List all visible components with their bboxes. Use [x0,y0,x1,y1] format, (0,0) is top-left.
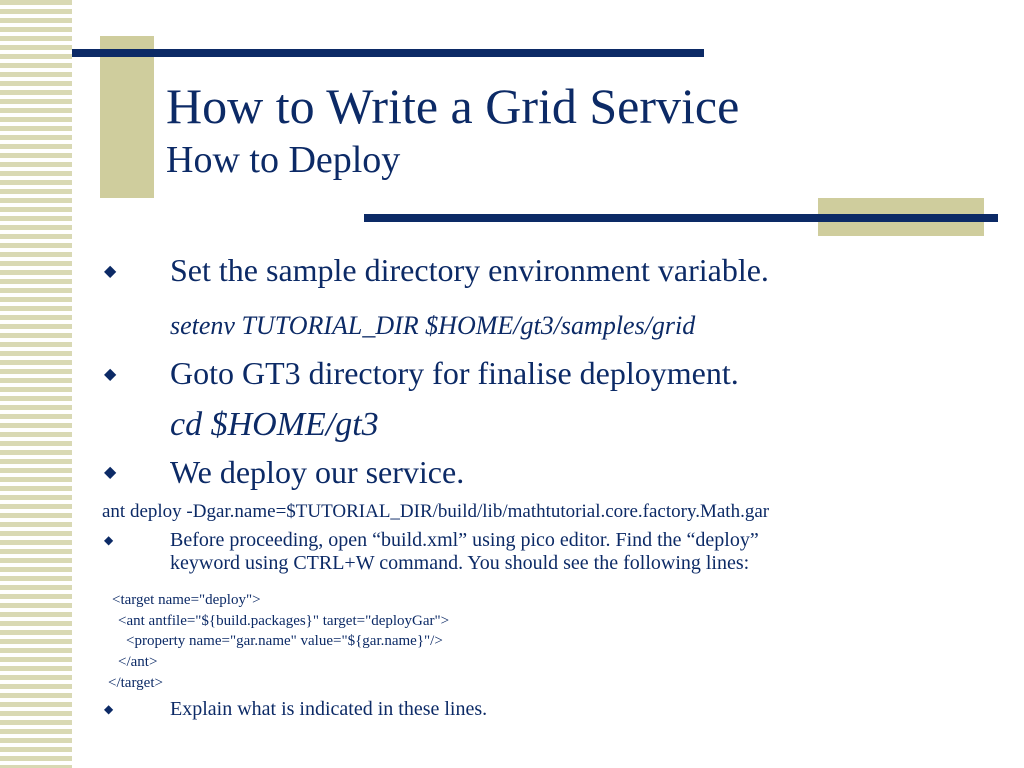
bullet-icon: ◆ [104,533,114,547]
code-line: <target name="deploy"> [112,592,261,608]
bullet-text-3: We deploy our service. [170,454,465,490]
bullet-icon: ◆ [104,366,117,383]
bullet-icon: ◆ [104,702,114,716]
decorative-stripes [0,0,72,768]
bullet-text-5: Explain what is indicated in these lines. [170,698,488,720]
bottom-rule [364,214,998,222]
command-cd: cd $HOME/gt3 [170,406,379,443]
code-line: </ant> [118,654,158,670]
command-setenv: setenv TUTORIAL_DIR $HOME/gt3/samples/grid [170,311,696,340]
bullet-text-4-line-1: Before proceeding, open “build.xml” using pico editor. Find the “deploy” [170,529,759,551]
code-line: <ant antfile="${build.packages}" target="deployGar"> [118,613,450,629]
slide-title: How to Write a Grid Service [166,78,740,134]
top-rule [72,49,704,57]
bullet-icon: ◆ [104,263,117,280]
code-line: </target> [108,675,163,691]
command-ant-deploy: ant deploy -Dgar.name=$TUTORIAL_DIR/build/lib/mathtutorial.core.factory.Math.gar [102,501,770,522]
bullet-icon: ◆ [104,464,117,481]
title-accent-block [100,36,154,198]
slide-subtitle: How to Deploy [166,139,401,181]
bullet-text-2: Goto GT3 directory for finalise deployment. [170,355,739,391]
code-line: <property name="gar.name" value="${gar.name}"/> [126,633,443,649]
bullet-text-1: Set the sample directory environment variable. [170,252,769,288]
bullet-text-4-line-2: keyword using CTRL+W command. You should see the following lines: [170,552,750,574]
